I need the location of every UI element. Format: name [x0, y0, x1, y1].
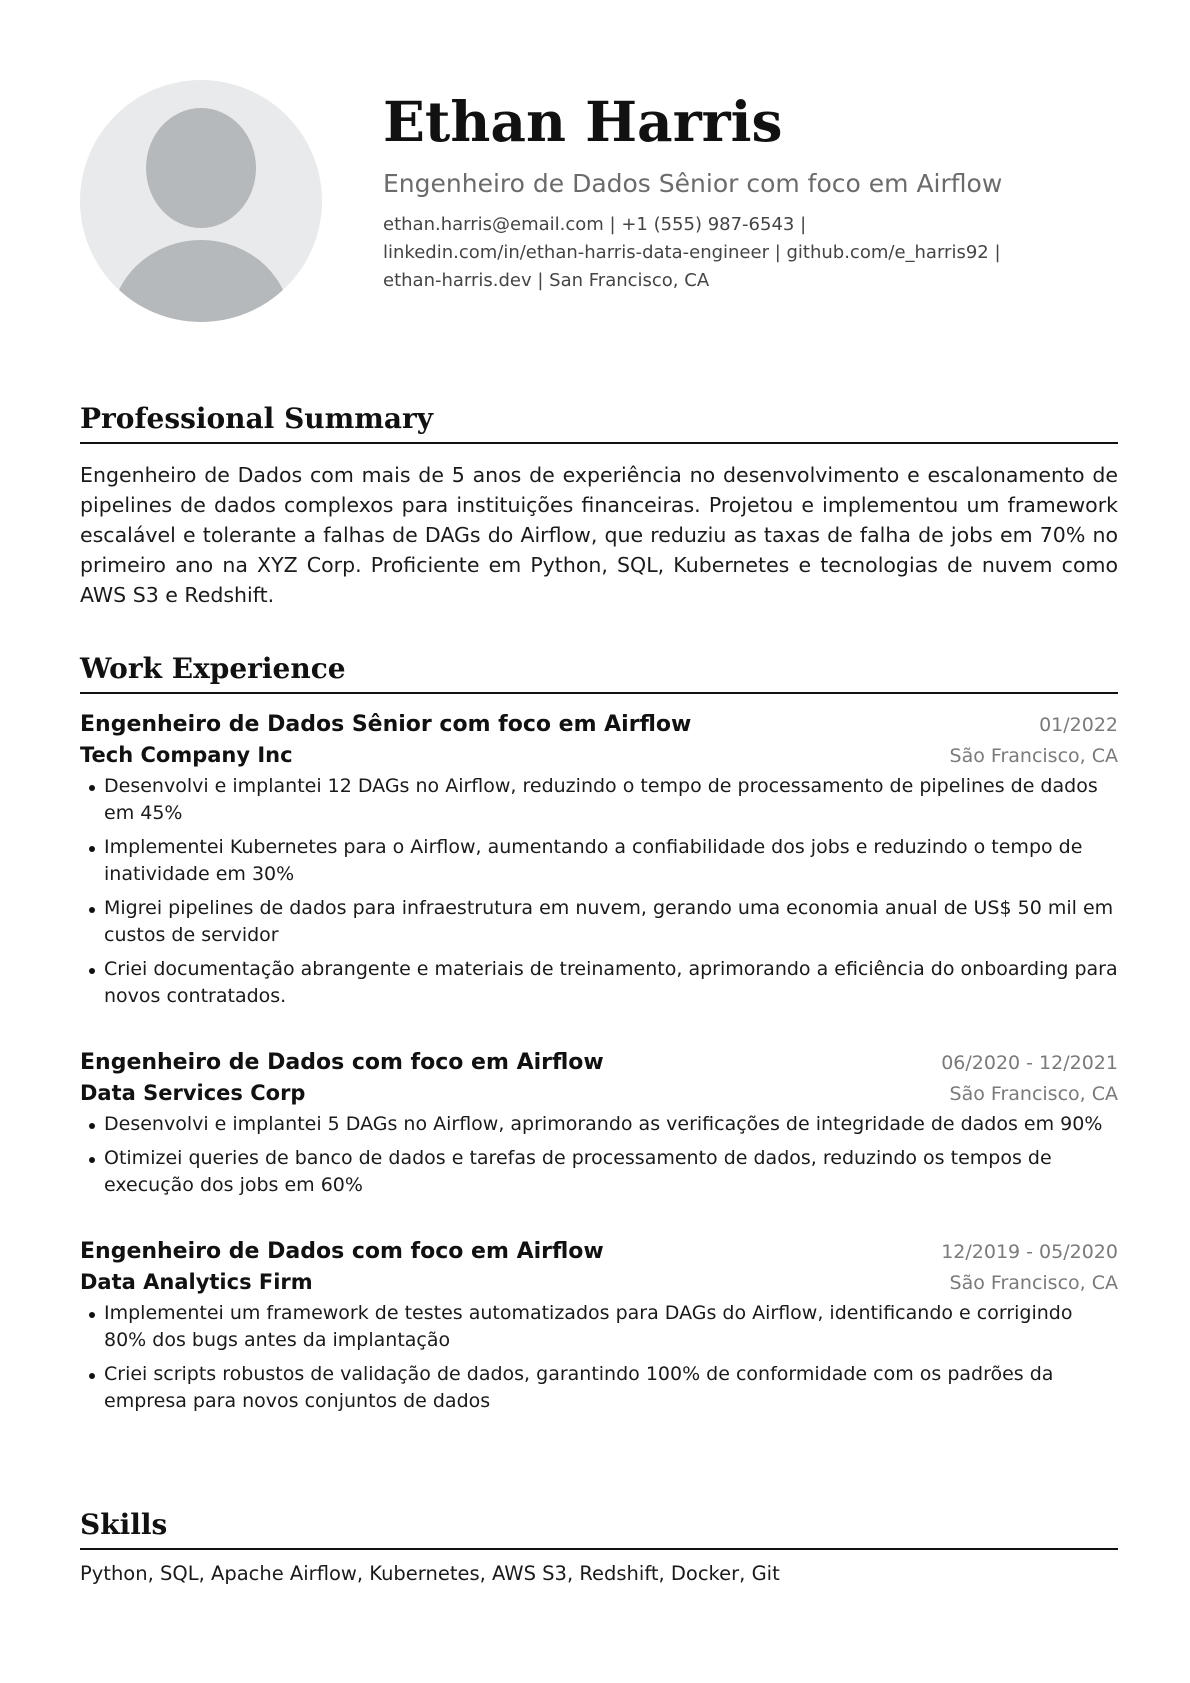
candidate-headline: Engenheiro de Dados Sênior com foco em Airflow: [383, 168, 1003, 198]
candidate-name: Ethan Harris: [383, 89, 783, 154]
job-header-row: [80, 1050, 1118, 1075]
job-bullet: Implementei Kubernetes para o Airflow, aumentando a confiabilidade dos jobs e reduzindo o tempo de inatividade em 30%: [80, 834, 1118, 888]
job-bullet: Desenvolvi e implantei 5 DAGs no Airflow, aprimorando as verificações de integridade de dados em 90%: [80, 1111, 1118, 1138]
job-date: 01/2022: [1039, 713, 1118, 736]
job-date: 06/2020 - 12/2021: [941, 1051, 1118, 1074]
job-bullets: [80, 1300, 1118, 1415]
job-company-row: [80, 1270, 1118, 1294]
contact-line: ethan.harris@email.com | +1 (555) 987-6543 |: [383, 213, 807, 235]
job-title: Engenheiro de Dados Sênior com foco em Airflow: [80, 711, 692, 737]
section-title: Work Experience: [80, 652, 1118, 694]
job-location: São Francisco, CA: [949, 1082, 1118, 1105]
job-bullet: Criei documentação abrangente e materiais de treinamento, aprimorando a eficiência do onboarding para novos contratados.: [80, 956, 1118, 1010]
job-title: Engenheiro de Dados com foco em Airflow: [80, 1238, 604, 1264]
job-company: Tech Company Inc: [80, 742, 293, 767]
skills-section: [80, 1508, 1118, 1585]
contact-info: [383, 211, 1113, 295]
contact-line: linkedin.com/in/ethan-harris-data-engineer | github.com/e_harris92 |: [383, 241, 1001, 263]
experience-section: [80, 652, 1118, 1422]
job-bullets: [80, 1111, 1118, 1199]
job-location: São Francisco, CA: [949, 1271, 1118, 1294]
job-date: 12/2019 - 05/2020: [941, 1240, 1118, 1263]
job-entry: [80, 1239, 1118, 1415]
job-bullet: Otimizei queries de banco de dados e tarefas de processamento de dados, reduzindo os tempos de execução dos jobs em 60%: [80, 1145, 1118, 1199]
section-title: Professional Summary: [80, 402, 1118, 444]
job-bullet: Desenvolvi e implantei 12 DAGs no Airflow, reduzindo o tempo de processamento de pipelines de dados em 45%: [80, 773, 1118, 827]
section-title: Skills: [80, 1508, 1118, 1550]
job-bullet: Implementei um framework de testes automatizados para DAGs do Airflow, identificando e corrigindo 80% dos bugs antes da implantação: [80, 1300, 1118, 1354]
job-header-row: [80, 1239, 1118, 1264]
person-silhouette-icon: [80, 80, 322, 322]
job-entry: [80, 1050, 1118, 1199]
summary-section: [80, 402, 1118, 610]
summary-text: Engenheiro de Dados com mais de 5 anos de experiência no desenvolvimento e escalonamento de pipelines de dados complexos para instituições financeiras. Projetou e implementou um framework escalável e tolerante a falhas de DAGs do Airflow, que reduziu as taxas de falha de jobs em 70% no primeiro ano na XYZ Corp. Proficiente em Python, SQL, Kubernetes e tecnologias de nuvem como AWS S3 e Redshift.: [80, 462, 1118, 607]
job-company: Data Services Corp: [80, 1080, 306, 1105]
job-company: Data Analytics Firm: [80, 1269, 313, 1294]
job-title: Engenheiro de Dados com foco em Airflow: [80, 1049, 604, 1075]
skills-list: Python, SQL, Apache Airflow, Kubernetes, AWS S3, Redshift, Docker, Git: [80, 1561, 780, 1585]
job-bullets: [80, 773, 1118, 1010]
resume-header: [383, 89, 1113, 295]
job-header-row: [80, 712, 1118, 737]
contact-line: ethan-harris.dev | San Francisco, CA: [383, 269, 710, 291]
job-company-row: [80, 743, 1118, 767]
job-location: São Francisco, CA: [949, 744, 1118, 767]
job-bullet: Migrei pipelines de dados para infraestrutura em nuvem, gerando uma economia anual de US$ 50 mil em custos de servidor: [80, 895, 1118, 949]
job-entry: [80, 712, 1118, 1010]
job-company-row: [80, 1081, 1118, 1105]
job-bullet: Criei scripts robustos de validação de dados, garantindo 100% de conformidade com os padrões da empresa para novos conjuntos de dados: [80, 1361, 1118, 1415]
avatar-placeholder: [80, 80, 322, 322]
